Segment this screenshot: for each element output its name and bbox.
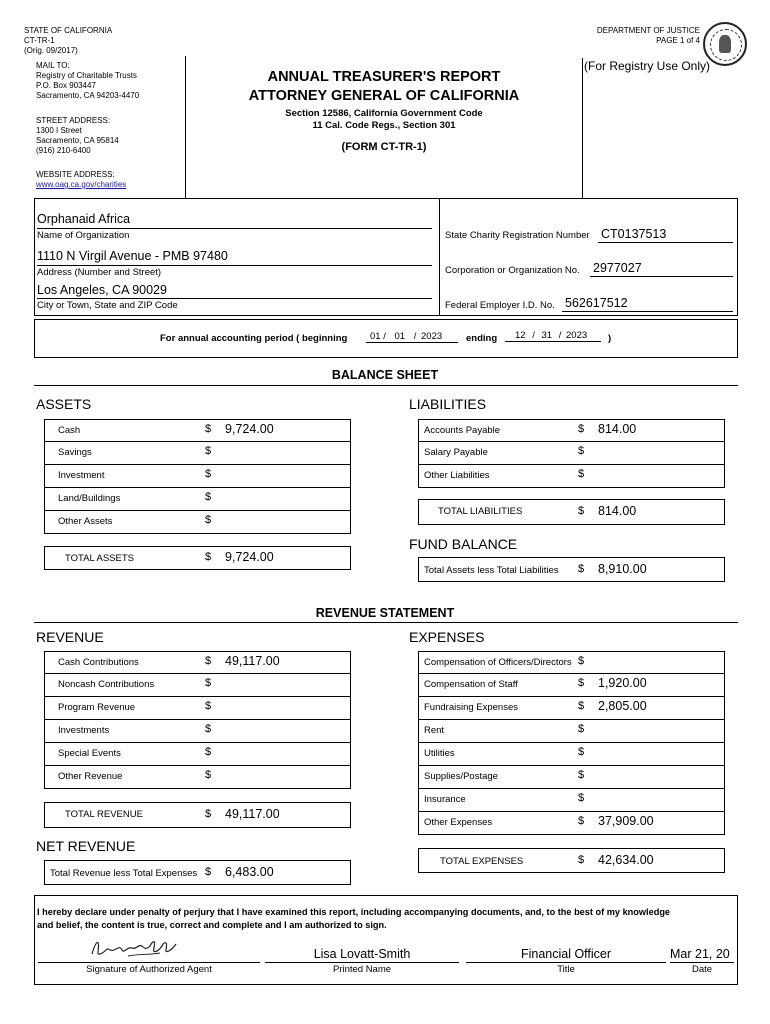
org-address-value: 1110 N Virgil Avenue - PMB 97480 bbox=[37, 249, 228, 263]
org-city-line bbox=[37, 298, 432, 299]
declaration-text: I hereby declare under penalty of perjury that I have examined this report, including accompanying documents, and, to the best of my knowledge and belief, the content is true, correct and complete and I am authorized to sign. bbox=[37, 907, 671, 930]
total-liabilities-label: TOTAL LIABILITIES bbox=[438, 506, 523, 517]
printed-name-label: Printed Name bbox=[332, 964, 392, 975]
title-label: Title bbox=[557, 964, 575, 975]
asset-currency: $ bbox=[205, 468, 212, 480]
expense-label: Fundraising Expenses bbox=[424, 702, 518, 713]
asset-label: Cash bbox=[58, 425, 81, 436]
fein-value: 562617512 bbox=[565, 296, 628, 310]
net-revenue-value: 6,483.00 bbox=[225, 865, 274, 879]
expense-row bbox=[418, 720, 725, 743]
liability-label: Accounts Payable bbox=[424, 425, 501, 436]
liability-currency: $ bbox=[578, 423, 585, 435]
period-close: ) bbox=[608, 333, 612, 344]
expense-row bbox=[418, 651, 725, 674]
signature-image bbox=[88, 934, 180, 962]
revenue-row bbox=[44, 766, 351, 789]
fund-balance-title: FUND BALANCE bbox=[409, 536, 518, 552]
asset-row bbox=[44, 419, 351, 442]
asset-row bbox=[44, 442, 351, 465]
asset-currency: $ bbox=[205, 491, 212, 503]
asset-label: Savings bbox=[58, 447, 92, 458]
website-link[interactable]: www.oag.ca.gov/charities bbox=[36, 180, 127, 189]
registration-number-label: State Charity Registration Number bbox=[445, 230, 590, 241]
date-label: Date bbox=[691, 964, 713, 975]
period-end: 12 / 31 / 2023 bbox=[505, 330, 601, 342]
registry-box-divider bbox=[582, 58, 583, 198]
revenue-currency: $ bbox=[205, 723, 212, 735]
revenue-currency: $ bbox=[205, 700, 212, 712]
asset-row bbox=[44, 465, 351, 488]
expense-currency: $ bbox=[578, 677, 585, 689]
total-liabilities-currency: $ bbox=[578, 505, 585, 517]
asset-label: Investment bbox=[58, 470, 105, 481]
total-revenue-currency: $ bbox=[205, 808, 212, 820]
org-city-label: City or Town, State and ZIP Code bbox=[37, 300, 178, 311]
printed-name-line bbox=[265, 962, 459, 963]
liability-row bbox=[418, 419, 725, 442]
liability-value: 814.00 bbox=[598, 422, 637, 436]
revenue-value: 49,117.00 bbox=[225, 654, 280, 668]
period-ending-label: ending bbox=[466, 333, 498, 344]
revenue-row bbox=[44, 743, 351, 766]
revenue-label: Other Revenue bbox=[58, 771, 123, 782]
revenue-label: Investments bbox=[58, 725, 110, 736]
expenses-title: EXPENSES bbox=[409, 629, 485, 645]
asset-currency: $ bbox=[205, 423, 212, 435]
registration-number-line bbox=[598, 242, 733, 243]
date-value: Mar 21, 20 bbox=[670, 947, 730, 961]
total-assets-value: 9,724.00 bbox=[225, 550, 274, 564]
assets-title: ASSETS bbox=[36, 396, 92, 412]
revenue-label: Cash Contributions bbox=[58, 657, 139, 668]
state-header: STATE OF CALIFORNIA CT-TR-1 (Orig. 09/2017) bbox=[24, 26, 113, 55]
fund-balance-currency: $ bbox=[578, 563, 585, 575]
org-divider bbox=[439, 199, 440, 315]
liability-row bbox=[418, 442, 725, 465]
total-revenue-value: 49,117.00 bbox=[225, 807, 280, 821]
asset-currency: $ bbox=[205, 445, 212, 457]
expense-row bbox=[418, 812, 725, 835]
total-expenses-currency: $ bbox=[578, 854, 585, 866]
revenue-currency: $ bbox=[205, 769, 212, 781]
total-expenses-value: 42,634.00 bbox=[598, 853, 654, 867]
net-revenue-label: Total Revenue less Total Expenses bbox=[50, 868, 198, 879]
org-name-value: Orphanaid Africa bbox=[37, 212, 131, 226]
registration-number-value: CT0137513 bbox=[601, 227, 667, 241]
revenue-label: Special Events bbox=[58, 748, 121, 759]
expense-row bbox=[418, 743, 725, 766]
expense-currency: $ bbox=[578, 700, 585, 712]
title-value: Financial Officer bbox=[520, 947, 612, 961]
expense-label: Other Expenses bbox=[424, 817, 493, 828]
title-line bbox=[466, 962, 666, 963]
revenue-label: Program Revenue bbox=[58, 702, 136, 713]
revenue-statement-rule bbox=[34, 622, 738, 623]
period-begin: 01 / 01 / 2023 bbox=[366, 331, 458, 343]
expense-currency: $ bbox=[578, 815, 585, 827]
registry-use-label: (For Registry Use Only) bbox=[584, 59, 711, 73]
net-revenue-title: NET REVENUE bbox=[36, 838, 136, 854]
liability-currency: $ bbox=[578, 468, 585, 480]
revenue-title: REVENUE bbox=[36, 629, 104, 645]
org-address-line bbox=[37, 265, 432, 266]
liability-label: Other Liabilities bbox=[424, 470, 490, 481]
org-name-label: Name of Organization bbox=[37, 230, 130, 241]
fund-balance-value: 8,910.00 bbox=[598, 562, 647, 576]
department-header: DEPARTMENT OF JUSTICE PAGE 1 of 4 bbox=[596, 26, 700, 45]
expense-currency: $ bbox=[578, 746, 585, 758]
revenue-row bbox=[44, 697, 351, 720]
revenue-label: Noncash Contributions bbox=[58, 679, 155, 690]
revenue-row bbox=[44, 651, 351, 674]
expense-row bbox=[418, 697, 725, 720]
liability-label: Salary Payable bbox=[424, 447, 488, 458]
street-address: STREET ADDRESS: 1300 I Street Sacramento, CA 95814 (916) 210-6400 bbox=[36, 116, 119, 155]
expense-row bbox=[418, 766, 725, 789]
asset-value: 9,724.00 bbox=[225, 422, 274, 436]
fein-line bbox=[562, 311, 733, 312]
fein-label: Federal Employer I.D. No. bbox=[445, 300, 555, 311]
asset-currency: $ bbox=[205, 514, 212, 526]
corporation-number-value: 2977027 bbox=[593, 261, 642, 275]
corporation-number-label: Corporation or Organization No. bbox=[445, 265, 580, 276]
liability-currency: $ bbox=[578, 445, 585, 457]
expense-currency: $ bbox=[578, 769, 585, 781]
revenue-currency: $ bbox=[205, 746, 212, 758]
total-liabilities-value: 814.00 bbox=[598, 504, 637, 518]
asset-label: Other Assets bbox=[58, 516, 113, 527]
printed-name-value: Lisa Lovatt-Smith bbox=[313, 947, 411, 961]
revenue-statement-title: REVENUE STATEMENT bbox=[315, 606, 455, 620]
corporation-number-line bbox=[590, 276, 733, 277]
balance-sheet-title: BALANCE SHEET bbox=[331, 368, 439, 382]
expense-currency: $ bbox=[578, 792, 585, 804]
org-city-value: Los Angeles, CA 90029 bbox=[37, 283, 167, 297]
mail-to: MAIL TO: Registry of Charitable Trusts P.O. Box 903447 Sacramento, CA 94203-4470 bbox=[36, 61, 140, 100]
asset-label: Land/Buildings bbox=[58, 493, 121, 504]
revenue-currency: $ bbox=[205, 655, 212, 667]
org-address-label: Address (Number and Street) bbox=[37, 267, 162, 278]
net-revenue-currency: $ bbox=[205, 866, 212, 878]
revenue-currency: $ bbox=[205, 677, 212, 689]
expense-row bbox=[418, 674, 725, 697]
date-line bbox=[670, 962, 734, 963]
total-expenses-label: TOTAL EXPENSES bbox=[440, 856, 524, 867]
org-name-line bbox=[37, 228, 432, 229]
expense-label: Compensation of Staff bbox=[424, 679, 518, 690]
website: WEBSITE ADDRESS: www.oag.ca.gov/charities bbox=[36, 170, 127, 189]
signature-line bbox=[38, 962, 260, 963]
expense-label: Rent bbox=[424, 725, 445, 736]
balance-sheet-rule bbox=[34, 385, 738, 386]
signature-label: Signature of Authorized Agent bbox=[86, 964, 212, 975]
revenue-row bbox=[44, 674, 351, 697]
expense-value: 2,805.00 bbox=[598, 699, 647, 713]
asset-row bbox=[44, 488, 351, 511]
expense-label: Utilities bbox=[424, 748, 455, 759]
expense-label: Supplies/Postage bbox=[424, 771, 498, 782]
expense-value: 37,909.00 bbox=[598, 814, 654, 828]
accounting-period: For annual accounting period ( beginning bbox=[160, 333, 348, 344]
expense-row bbox=[418, 789, 725, 812]
total-assets-currency: $ bbox=[205, 551, 212, 563]
report-title: ANNUAL TREASURER'S REPORT ATTORNEY GENERAL OF CALIFORNIA Section 12586, California Government Code 11 Cal. Code Regs., Section 301 (FORM CT-TR-1) bbox=[248, 69, 520, 153]
total-revenue-label: TOTAL REVENUE bbox=[65, 809, 143, 820]
asset-row bbox=[44, 511, 351, 534]
liabilities-title: LIABILITIES bbox=[409, 396, 487, 412]
expense-currency: $ bbox=[578, 655, 585, 667]
expense-value: 1,920.00 bbox=[598, 676, 647, 690]
fund-balance-label: Total Assets less Total Liabilities bbox=[424, 565, 559, 576]
expense-label: Insurance bbox=[424, 794, 466, 805]
revenue-row bbox=[44, 720, 351, 743]
expense-currency: $ bbox=[578, 723, 585, 735]
liability-row bbox=[418, 465, 725, 488]
expense-label: Compensation of Officers/Directors bbox=[424, 657, 572, 668]
total-assets-label: TOTAL ASSETS bbox=[65, 553, 134, 564]
